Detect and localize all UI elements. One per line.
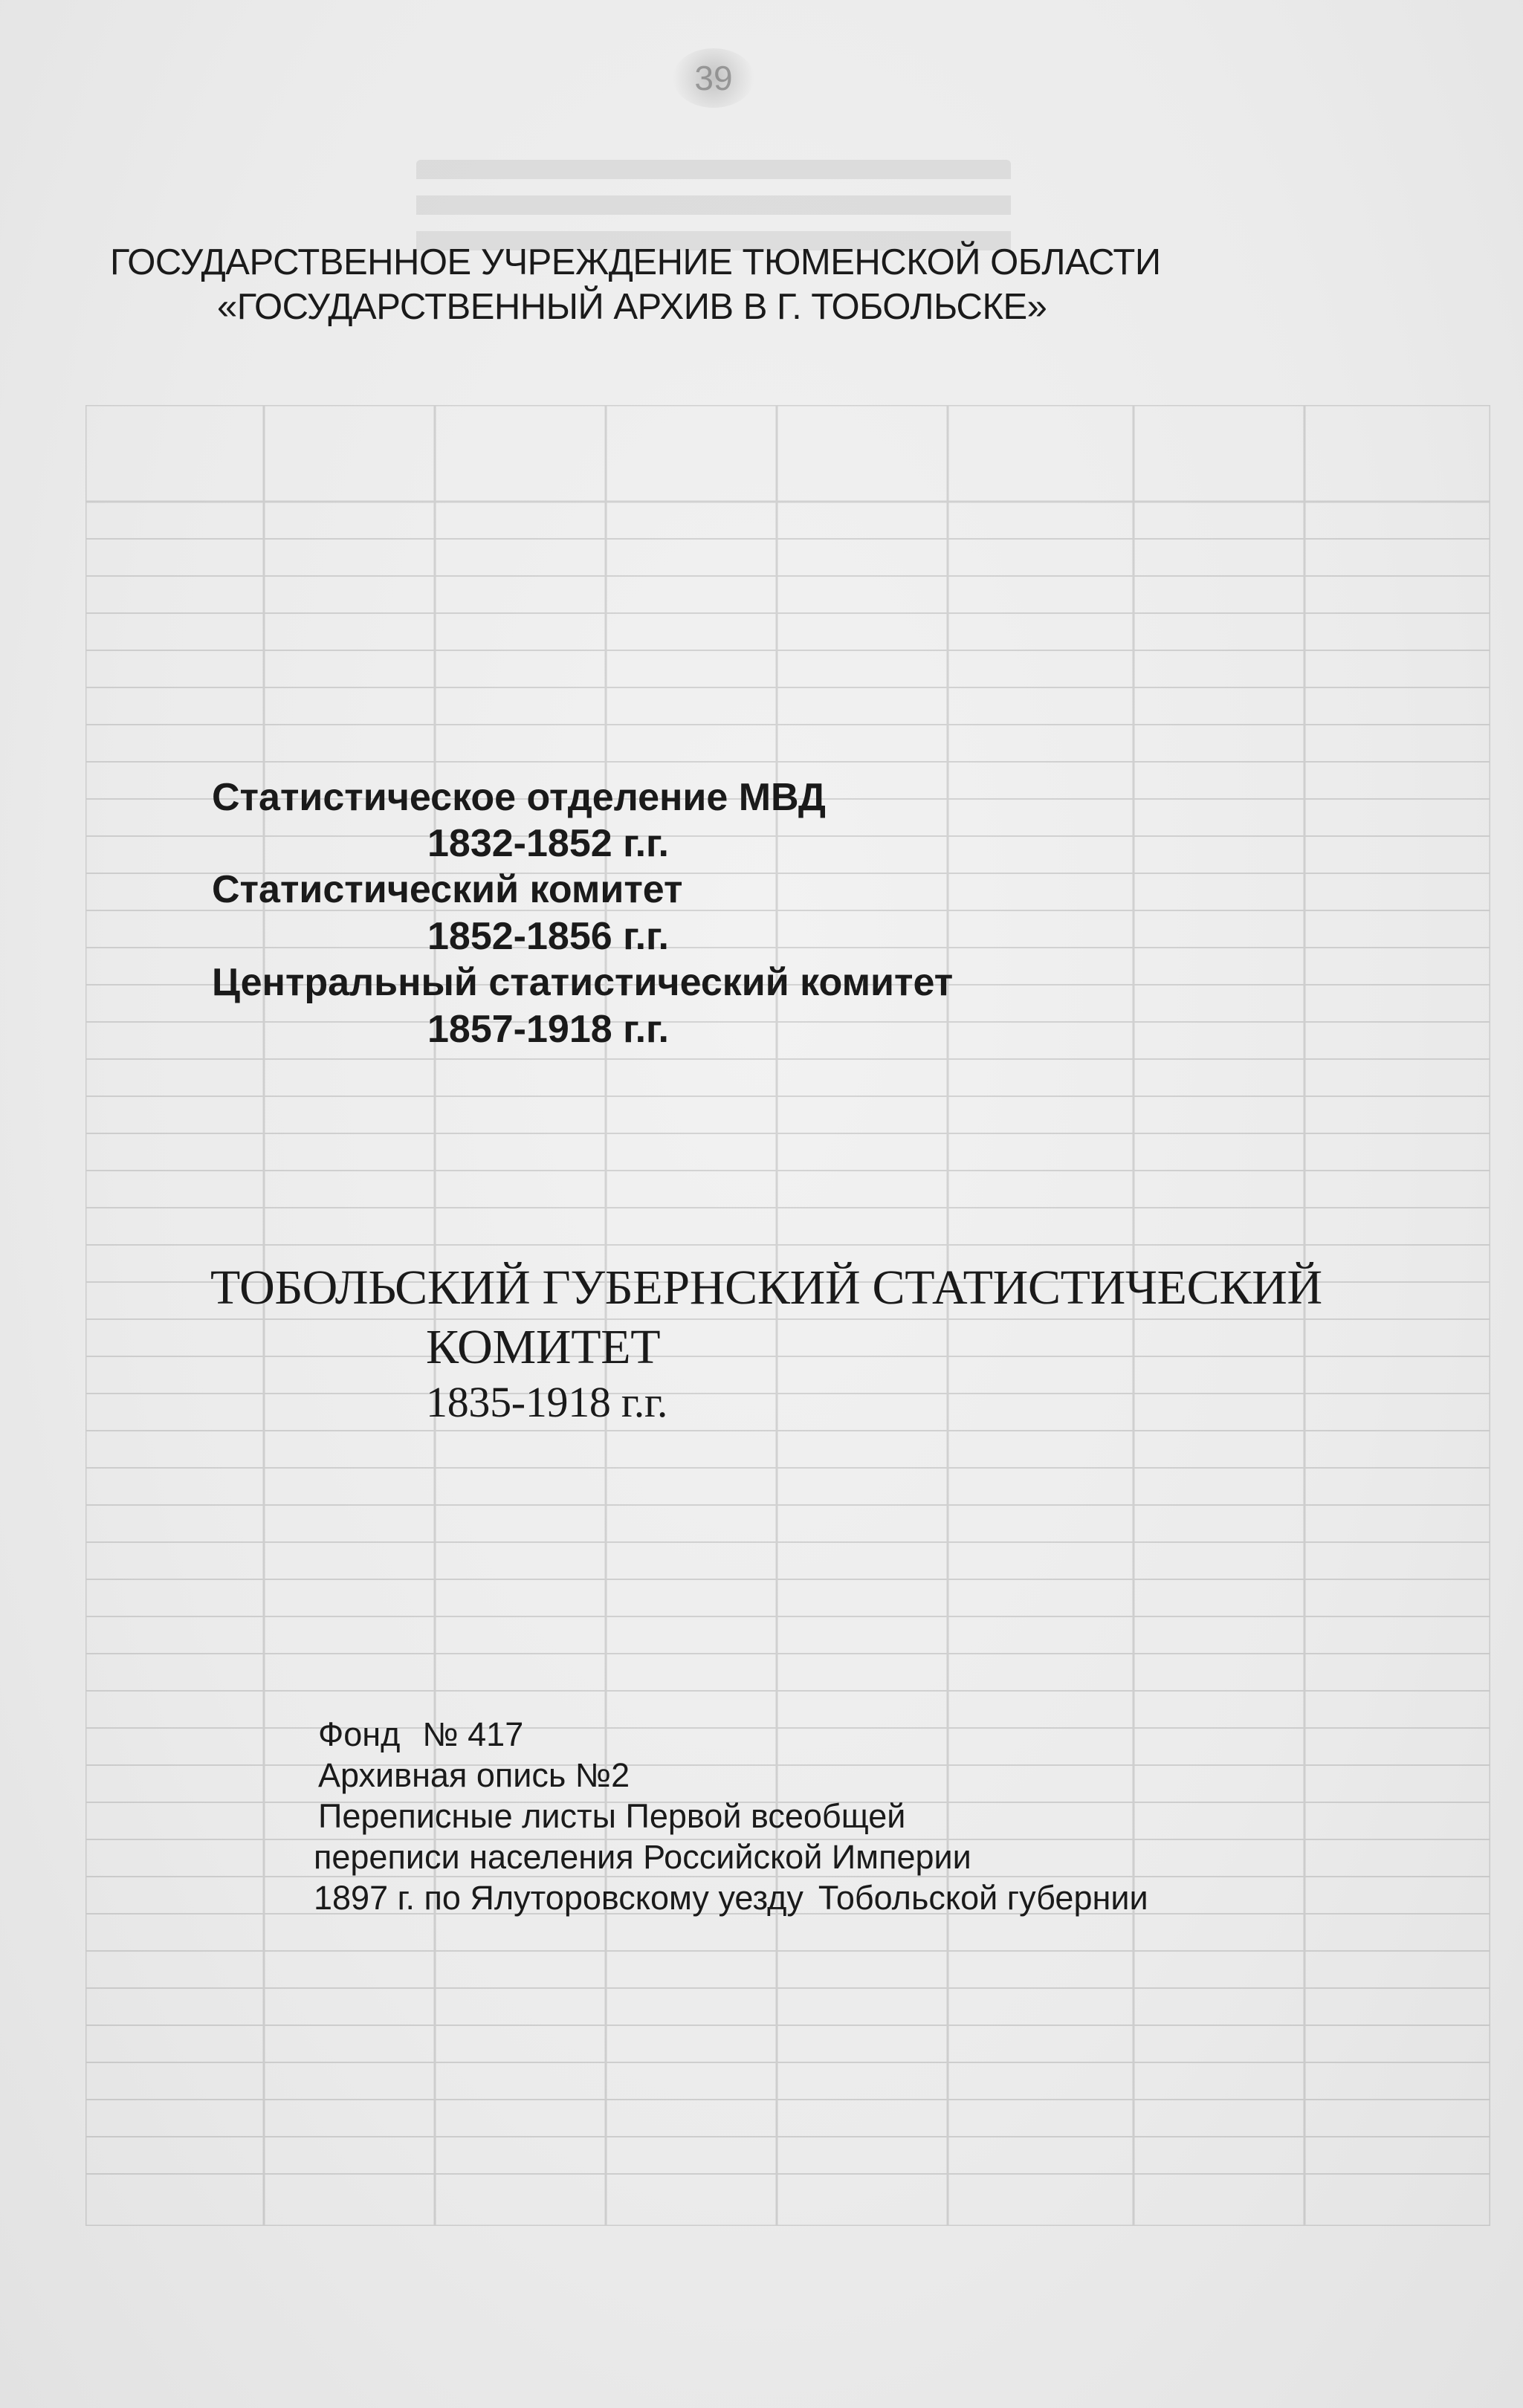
inventory-label: Архивная опись №2 — [318, 1756, 630, 1794]
fund-number-value: № 417 — [422, 1715, 524, 1753]
fund-label: Фонд — [318, 1715, 401, 1753]
committee-years: 1835-1918 г.г. — [426, 1378, 668, 1426]
fund-description-district: 1897 г. по Ялуторовскому уезду — [314, 1879, 803, 1917]
page-number-bleedthrough: 39 — [673, 48, 754, 108]
fund-number — [318, 1715, 523, 1754]
department-name: Центральный статистический комитет — [212, 961, 954, 1004]
fund-description-line2: переписи населения Российской Империи — [314, 1838, 971, 1876]
committee-title-line1: ТОБОЛЬСКИЙ ГУБЕРНСКИЙ СТАТИСТИЧЕСКИЙ — [210, 1260, 1322, 1315]
fund-description-province: Тобольской губернии — [818, 1879, 1148, 1917]
department-name: Статистическое отделение МВД — [212, 776, 826, 819]
department-years: 1832-1852 г.г. — [427, 822, 669, 865]
department-years: 1852-1856 г.г. — [427, 915, 669, 958]
department-name: Статистический комитет — [212, 868, 683, 911]
fund-description-line3 — [314, 1879, 1148, 1917]
department-years: 1857-1918 г.г. — [427, 1008, 669, 1051]
fund-description-line1: Переписные листы Первой всеобщей — [318, 1797, 906, 1835]
institution-name-line2: «ГОСУДАРСТВЕННЫЙ АРХИВ В Г. ТОБОЛЬСКЕ» — [217, 287, 1047, 327]
committee-title-line2: КОМИТЕТ — [426, 1320, 661, 1374]
institution-name-line1: ГОСУДАРСТВЕННОЕ УЧРЕЖДЕНИЕ ТЮМЕНСКОЙ ОБЛАСТИ — [110, 242, 1161, 282]
